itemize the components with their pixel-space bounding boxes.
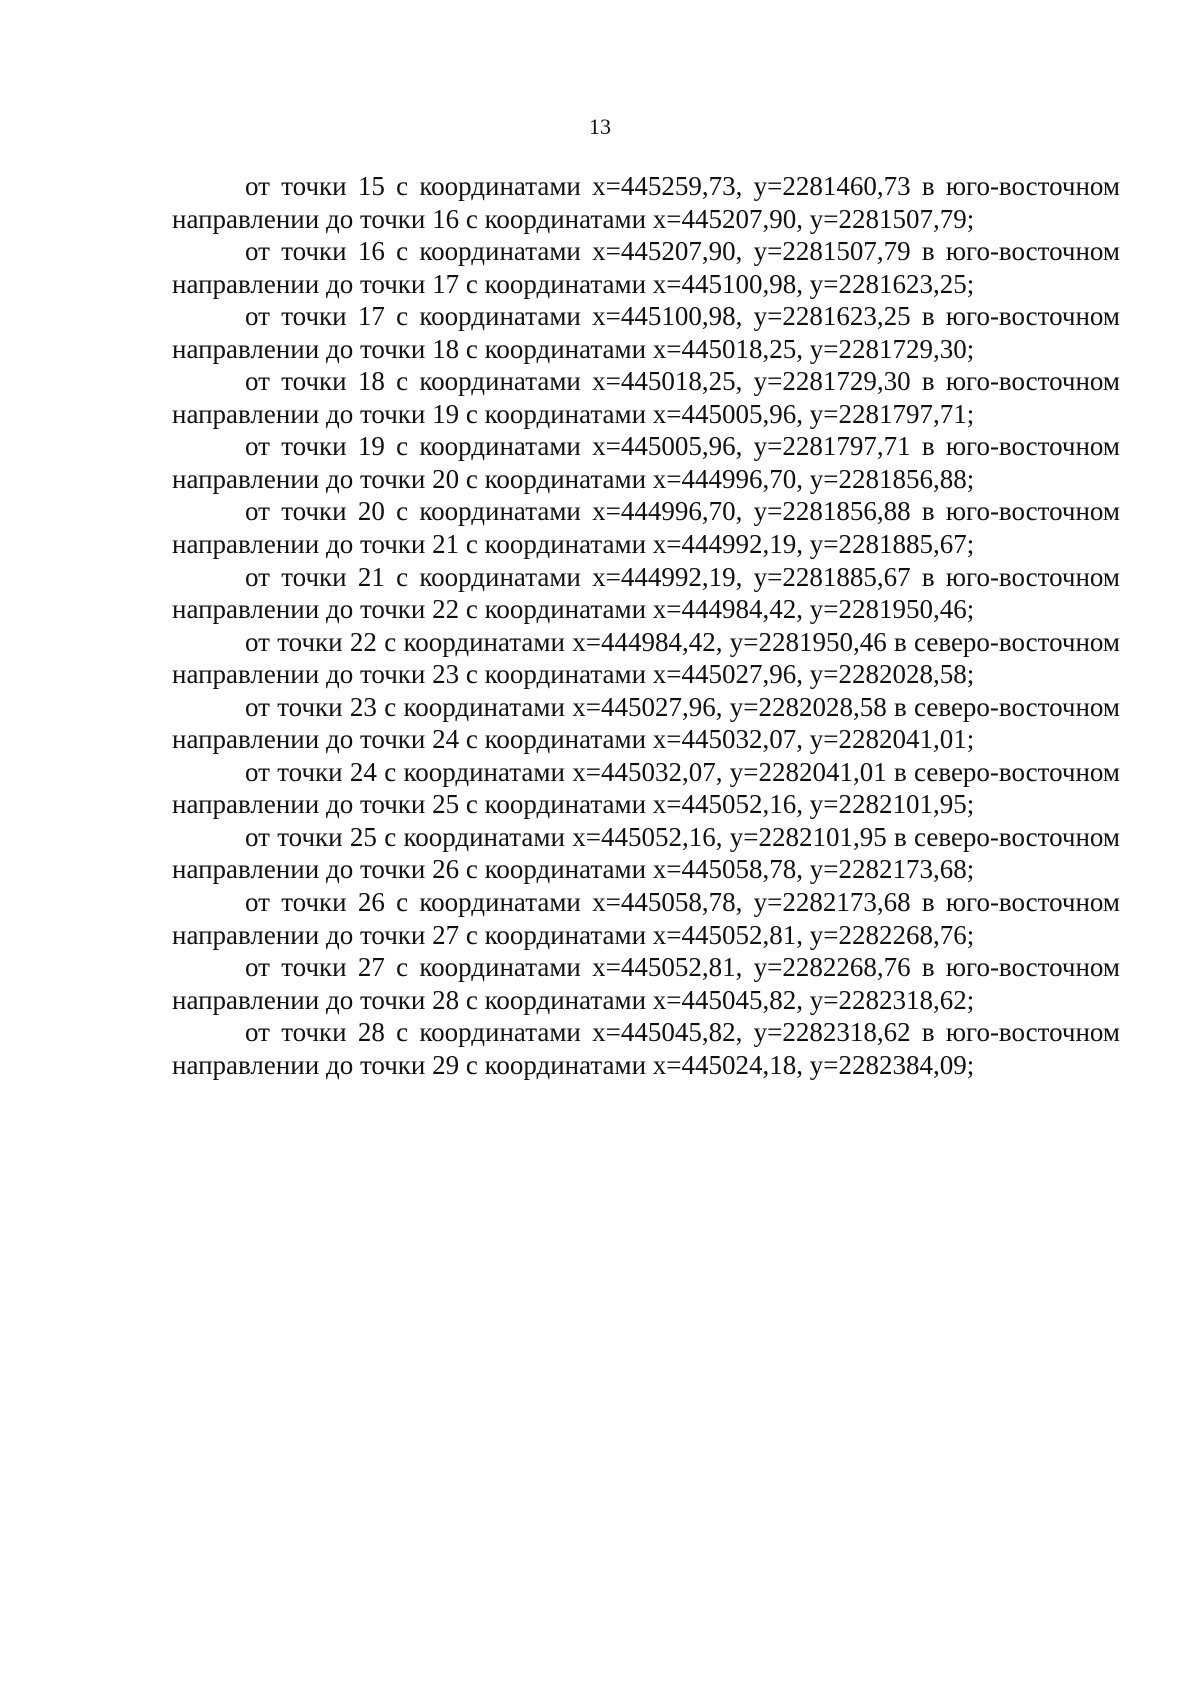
boundary-paragraph: от точки 28 с координатами х=445045,82, у=2282318,62 в юго-восточном направлении до точки 29 с координатами х=445024,18, у=2282384,09;	[172, 1017, 1120, 1080]
boundary-paragraph: от точки 23 с координатами х=445027,96, у=2282028,58 в северо-восточном направлении до точки 24 с координатами х=445032,07, у=2282041,01;	[172, 691, 1120, 755]
boundary-paragraph: от точки 24 с координатами х=445032,07, у=2282041,01 в северо-восточном направлении до точки 25 с координатами х=445052,16, у=2282101,95;	[172, 756, 1120, 820]
boundary-paragraph: от точки 26 с координатами х=445058,78, у=2282173,68 в юго-восточном направлении до точки 27 с координатами х=445052,81, у=2282268,76;	[172, 887, 1120, 950]
boundary-paragraph: от точки 18 с координатами х=445018,25, у=2281729,30 в юго-восточном направлении до точки 19 с координатами х=445005,96, у=2281797,71;	[172, 366, 1120, 429]
boundary-paragraph: от точки 25 с координатами х=445052,16, у=2282101,95 в северо-восточном направлении до точки 26 с координатами х=445058,78, у=2282173,68;	[172, 821, 1120, 885]
boundary-paragraph: от точки 21 с координатами х=444992,19, у=2281885,67 в юго-восточном направлении до точки 22 с координатами х=444984,42, у=2281950,46;	[172, 561, 1120, 625]
boundary-paragraph: от точки 27 с координатами х=445052,81, у=2282268,76 в юго-восточном направлении до точки 28 с координатами х=445045,82, у=2282318,62;	[172, 952, 1120, 1015]
page-number: 13	[589, 114, 611, 139]
boundary-paragraph: от точки 19 с координатами х=445005,96, у=2281797,71 в юго-восточном направлении до точки 20 с координатами х=444996,70, у=2281856,88;	[172, 431, 1120, 494]
boundary-paragraph: от точки 22 с координатами х=444984,42, у=2281950,46 в северо-восточном направлении до точки 23 с координатами х=445027,96, у=2282028,58;	[172, 626, 1120, 690]
document-body	[172, 170, 1120, 1081]
boundary-paragraph: от точки 16 с координатами х=445207,90, у=2281507,79 в юго-восточном направлении до точки 17 с координатами х=445100,98, у=2281623,25;	[172, 236, 1120, 299]
boundary-paragraph: от точки 20 с координатами х=444996,70, у=2281856,88 в юго-восточном направлении до точки 21 с координатами х=444992,19, у=2281885,67;	[172, 496, 1120, 560]
boundary-paragraph: от точки 17 с координатами х=445100,98, у=2281623,25 в юго-восточном направлении до точки 18 с координатами х=445018,25, у=2281729,30;	[172, 301, 1120, 364]
boundary-paragraph: от точки 15 с координатами х=445259,73, у=2281460,73 в юго-восточном направлении до точки 16 с координатами х=445207,90, у=2281507,79;	[172, 171, 1120, 234]
